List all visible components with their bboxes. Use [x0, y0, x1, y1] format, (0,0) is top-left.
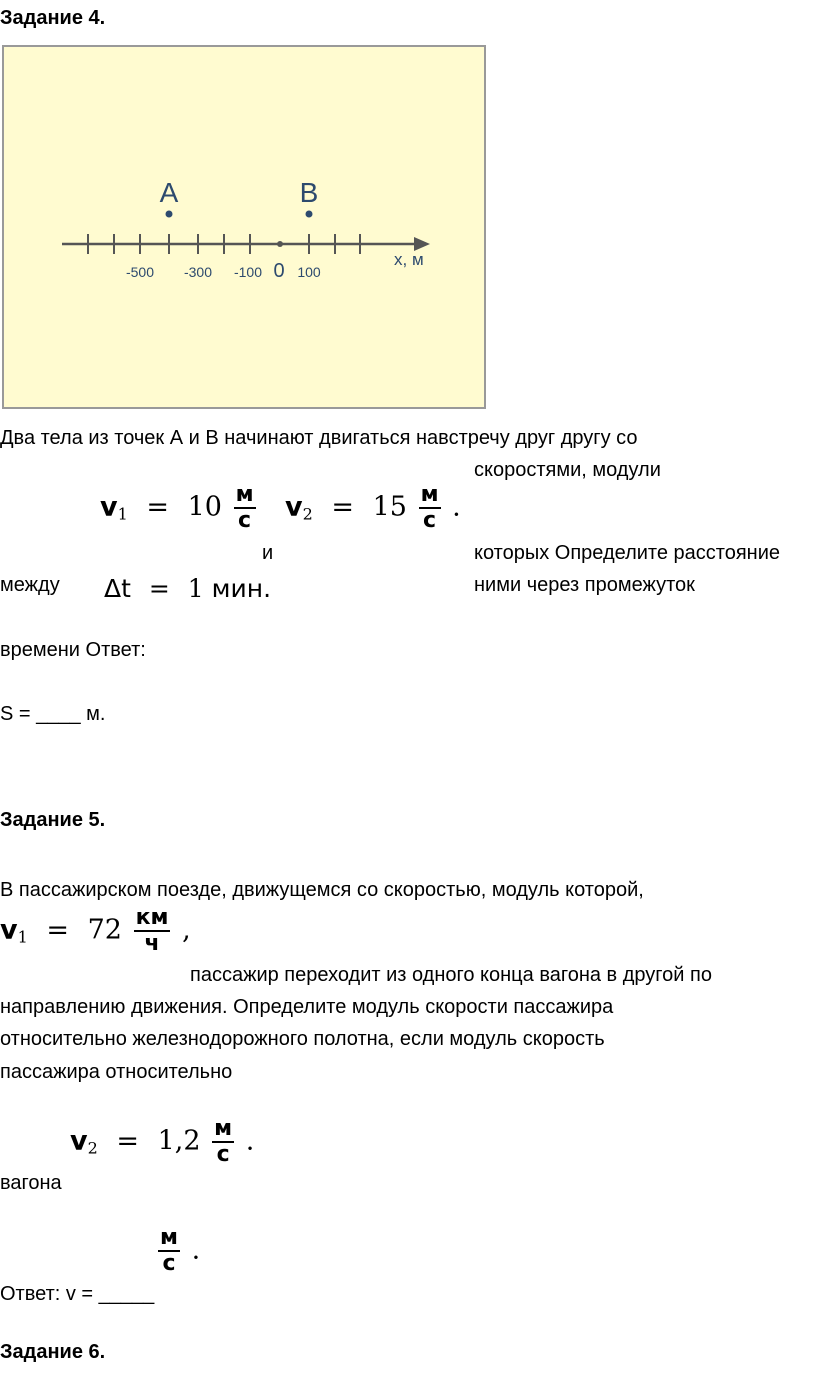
task4-text-line1: Два тела из точек А и В начинают двигаться навстречу друг другу со — [0, 427, 638, 449]
point-a-label: A — [159, 177, 179, 208]
task5-text-line3: направлению движения. Определите модуль скорости пассажира — [0, 996, 614, 1018]
task4-text-line2: скоростями, модули — [474, 459, 661, 481]
number-line-figure — [2, 45, 486, 409]
formula-dt: Δt = 1 мин. — [104, 574, 272, 603]
point-a-dot — [166, 211, 173, 218]
task5-text-line4: относительно железнодорожного полотна, если модуль скорость — [0, 1028, 605, 1050]
task5-wagon: вагона — [0, 1172, 62, 1194]
task4-text-line4: ними через промежуток — [474, 574, 695, 596]
origin-dot — [277, 241, 283, 247]
number-line-diagram — [4, 47, 484, 407]
point-b-label: B — [299, 177, 319, 208]
task4-text-line5: времени Ответ: — [0, 639, 146, 661]
answer-unit: $\frac{м}{с}$ . — [160, 1225, 201, 1276]
formula-v2: $v_2 = 15$ $\frac{м}{с}$ . — [285, 482, 461, 533]
axis-label: x, м — [394, 250, 424, 269]
tick-label: -100 — [233, 264, 263, 280]
formula-v1: $v_1 = 10$ $\frac{м}{с}$ — [100, 482, 254, 533]
formula-v1-train: $v_1 = 72$ $\frac{км}{ч}$ , — [0, 905, 191, 956]
tick-label: -300 — [183, 264, 213, 280]
task5-text-line1: В пассажирском поезде, движущемся со скоростью, модуль которой, — [0, 879, 644, 901]
task4-heading: Задание 4. — [0, 7, 106, 29]
task5-text-line5: пассажира относительно — [0, 1061, 233, 1083]
task5-heading: Задание 5. — [0, 809, 106, 831]
tick-label: 100 — [297, 264, 321, 280]
origin-label: 0 — [273, 260, 285, 282]
point-b-dot — [306, 211, 313, 218]
task6-heading: Задание 6. — [0, 1341, 106, 1363]
tick-label: -500 — [125, 264, 155, 280]
task4-text-line3: которых Определите расстояние — [474, 542, 781, 564]
task4-between: между — [0, 574, 60, 596]
conjunction-and: и — [262, 542, 274, 564]
formula-v2-passenger: $v_2 = 1,2$ $\frac{м}{с}$ . — [70, 1116, 255, 1167]
task5-answer: Ответ: v = _____ — [0, 1283, 155, 1305]
task5-text-line2: пассажир переходит из одного конца вагона в другой по — [190, 964, 712, 986]
task4-answer: S = ____ м. — [0, 703, 106, 725]
x-axis-arrow-icon — [414, 237, 430, 251]
